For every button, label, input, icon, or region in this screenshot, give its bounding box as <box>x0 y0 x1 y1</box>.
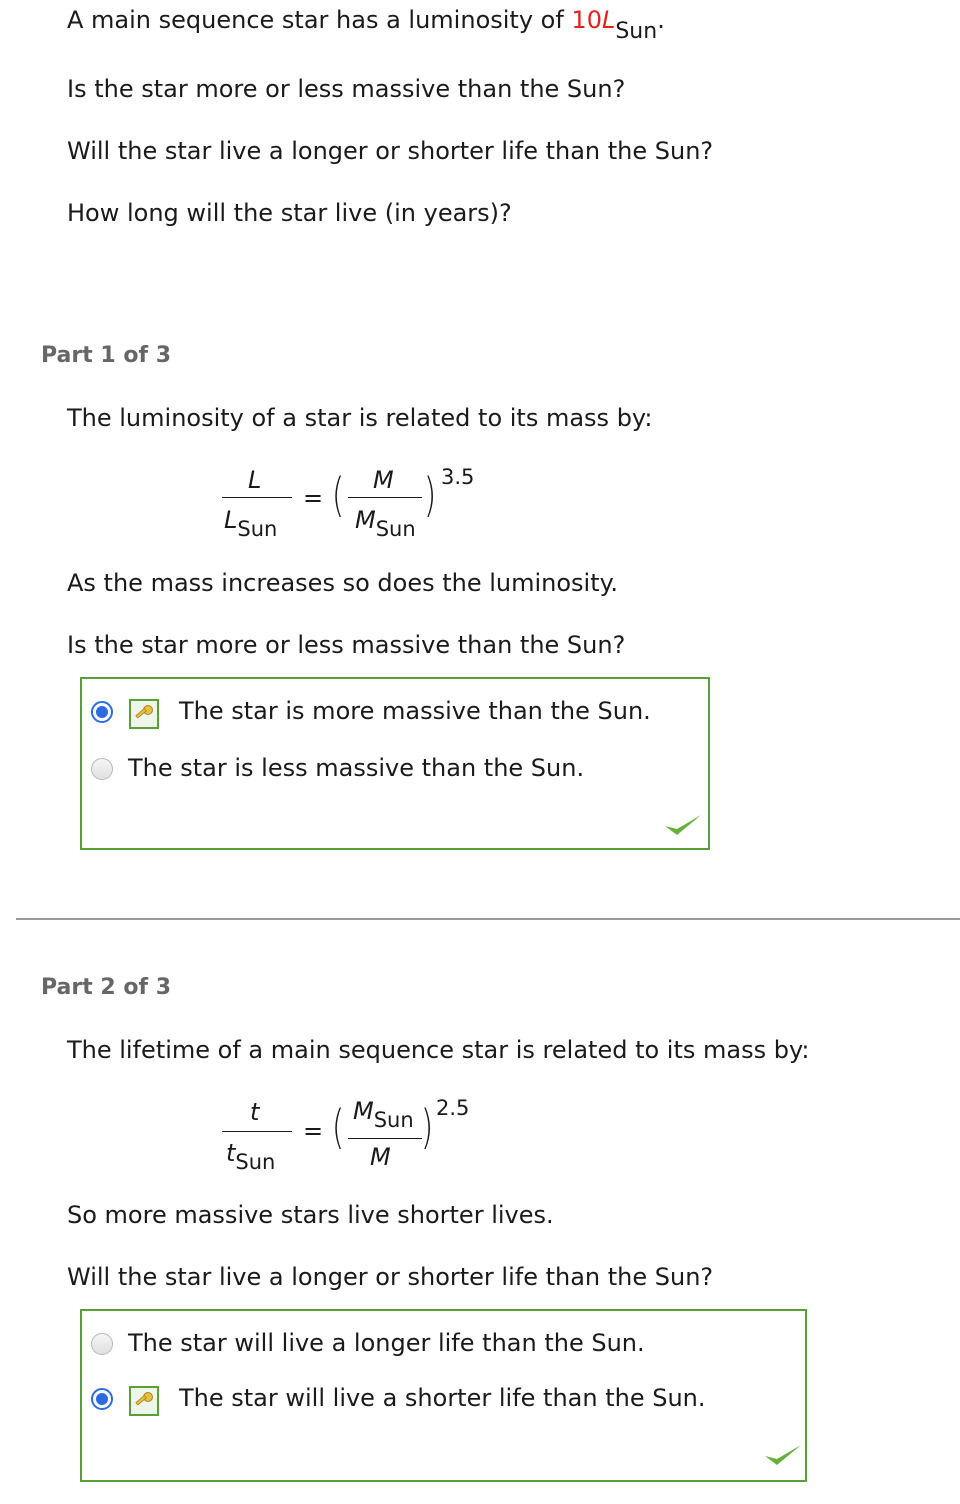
formula-rhs-fraction-bar <box>348 497 422 498</box>
formula-equals: = <box>303 484 324 512</box>
formula-right-paren: ) <box>420 1100 434 1154</box>
part-1-statement: As the mass increases so does the luminosity. <box>67 569 619 597</box>
formula-lhs-fraction-bar <box>222 1131 292 1132</box>
part-1-option-1-label[interactable]: The star is more massive than the Sun. <box>179 697 651 725</box>
formula-rhs-denominator: M <box>370 1143 391 1171</box>
formula-rhs-numerator: MSun <box>353 1097 414 1132</box>
part-1-answer-box <box>80 677 710 850</box>
part-2-option-1-label[interactable]: The star will live a longer life than the Sun. <box>128 1329 645 1357</box>
formula-lhs-denominator: LSun <box>224 506 278 541</box>
formula-exponent: 2.5 <box>436 1096 470 1120</box>
part-2-option-2-label[interactable]: The star will live a shorter life than the Sun. <box>179 1384 706 1412</box>
checkmark-icon <box>662 810 704 840</box>
part-1-option-2-label[interactable]: The star is less massive than the Sun. <box>128 754 585 782</box>
part-2-question: Will the star live a longer or shorter life than the Sun? <box>67 1263 714 1291</box>
part-1-option-2-radio[interactable] <box>91 758 113 780</box>
part-2-statement: So more massive stars live shorter lives. <box>67 1201 554 1229</box>
formula-rhs-numerator: M <box>373 466 394 494</box>
formula-exponent: 3.5 <box>441 465 475 489</box>
problem-intro: A main sequence star has a luminosity of 10LSun. <box>67 6 665 44</box>
part-2-option-1-radio[interactable] <box>91 1333 113 1355</box>
formula-lhs-numerator: t <box>250 1098 260 1126</box>
key-icon <box>129 1386 159 1416</box>
part-2-answer-box <box>80 1309 807 1482</box>
part-1-intro: The luminosity of a star is related to its mass by: <box>67 404 653 432</box>
part-2-label: Part 2 of 3 <box>41 975 172 1000</box>
luminosity-value: 10 <box>571 6 602 34</box>
formula-lhs-fraction-bar <box>222 497 292 498</box>
formula-rhs-denominator: MSun <box>355 506 416 541</box>
part-2-option-2-radio[interactable] <box>91 1388 113 1410</box>
part-1-label: Part 1 of 3 <box>41 343 172 368</box>
part-divider <box>16 918 960 920</box>
problem-question-3: How long will the star live (in years)? <box>67 199 512 227</box>
formula-left-paren: ( <box>331 1100 345 1154</box>
formula-left-paren: ( <box>331 468 345 522</box>
part-2-intro: The lifetime of a main sequence star is related to its mass by: <box>67 1036 810 1064</box>
formula-lhs-numerator: L <box>248 466 262 494</box>
problem-question-1: Is the star more or less massive than the Sun? <box>67 75 626 103</box>
formula-right-paren: ) <box>423 468 437 522</box>
formula-rhs-fraction-bar <box>348 1138 422 1139</box>
formula-equals: = <box>303 1117 324 1145</box>
key-icon <box>129 699 159 729</box>
part-1-option-1-radio[interactable] <box>91 701 113 723</box>
formula-lhs-denominator: tSun <box>226 1139 276 1174</box>
problem-question-2: Will the star live a longer or shorter life than the Sun? <box>67 137 714 165</box>
part-1-question: Is the star more or less massive than the Sun? <box>67 631 626 659</box>
checkmark-icon <box>762 1440 804 1470</box>
